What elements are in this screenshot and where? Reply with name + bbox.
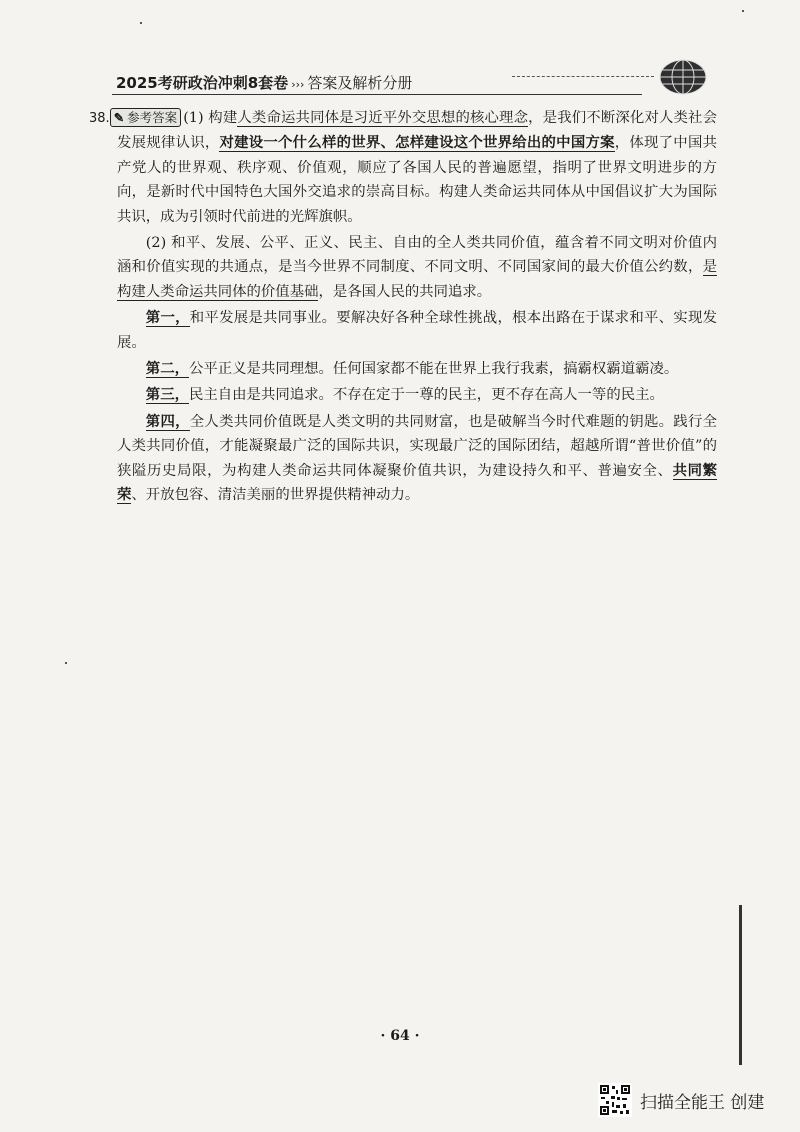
p5-text: 民主自由是共同追求。不存在定于一尊的民主，更不存在高人一等的民主。 — [188, 387, 664, 404]
scan-speck — [140, 22, 142, 24]
header-subtitle: 答案及解析分册 — [307, 74, 413, 92]
p1-text-1: (1) 构建 — [183, 110, 238, 126]
scan-speck — [65, 662, 67, 664]
answer-paragraph-3 — [117, 306, 717, 355]
answer-paragraph-4 — [117, 357, 717, 381]
header-rule — [112, 94, 642, 95]
p6-lead: 第四， — [145, 412, 190, 430]
scanner-credit-label: 扫描全能王 创建 — [640, 1092, 765, 1113]
p2-text-1: (2) 和平、发展、公平、正义、民主、自由的全人类共同价值，蕴含着不同文明对价值内涵和价值实现的共通点，是当今世界不同制度、不同文明、不同国家间的最大价值公约数， — [117, 235, 717, 276]
page-number: · 64 · — [380, 1028, 420, 1044]
answer-content — [89, 106, 717, 510]
badge-label: 参考答案 — [127, 110, 178, 125]
header-separator: ››› — [291, 78, 305, 91]
p1-underlined-1: 人类命运共同体是习近平外交思想的核心理念 — [237, 110, 529, 126]
header-title — [116, 72, 412, 93]
answer-paragraph-5 — [117, 383, 717, 407]
p2-text-2: ，是各国人民的共同追求。 — [318, 283, 492, 300]
p6-underlined-1: 共同繁荣 — [117, 461, 717, 504]
answer-paragraph-6 — [117, 410, 717, 508]
p1-text-3: ，体现了中国共产党人的世界观、秩序观、价值观，顺应了各国人民的普遍愿望，指明了世界文明进步的方向，是新时代中国特色大国外交追求的崇高目标。构建人类命运共同体从中国倡议扩大为国际共识，成为引领时代前进的光辉旗帜。 — [117, 135, 717, 225]
p1-underlined-2: 对建设一个什么样的世界、怎样建设这个世界给出的中国方案 — [219, 134, 615, 152]
question-number: 38. — [89, 111, 110, 126]
scanner-footer — [598, 1083, 764, 1117]
p3-text: 和平发展是共同事业。要解决好各种全球性挑战，根本出路在于谋求和平、实现发展。 — [117, 310, 717, 351]
p3-lead: 第一， — [145, 309, 190, 327]
p2-underlined-1: 是构建人类命运共同体的价值基础 — [117, 259, 717, 300]
p4-text: 公平正义是共同理想。任何国家都不能在世界上我行我素，搞霸权霸道霸凌。 — [188, 361, 679, 378]
scan-speck — [742, 10, 744, 12]
answer-paragraph-2 — [117, 231, 717, 304]
qr-code-icon — [598, 1083, 632, 1117]
page-header — [112, 70, 712, 96]
pen-icon: ✎ — [113, 110, 125, 125]
p5-lead: 第三， — [145, 386, 189, 404]
header-dashed-line — [512, 76, 654, 77]
reference-answer-badge — [110, 108, 182, 127]
p6-text-2: 、开放包容、清洁美丽的世界提供精神动力。 — [131, 487, 420, 504]
p4-lead: 第二， — [145, 360, 189, 378]
p1-text-2: ，是我们不断深化对人类社会发展规律认识， — [117, 110, 717, 152]
globe-logo-icon — [658, 58, 708, 96]
header-book-title: 2025考研政治冲刺8套卷 — [116, 74, 289, 92]
p6-text-1: 全人类共同价值既是人类文明的共同财富，也是破解当今时代难题的钥匙。践行全人类共同价值，才能凝聚最广泛的国际共识，实现最广泛的国际团结，超越所谓“普世价值”的狭隘历史局限，为构建人类命运共同体凝聚价值共识，为建设持久和平、普遍安全、 — [117, 413, 717, 479]
answer-paragraph-1 — [89, 106, 717, 229]
